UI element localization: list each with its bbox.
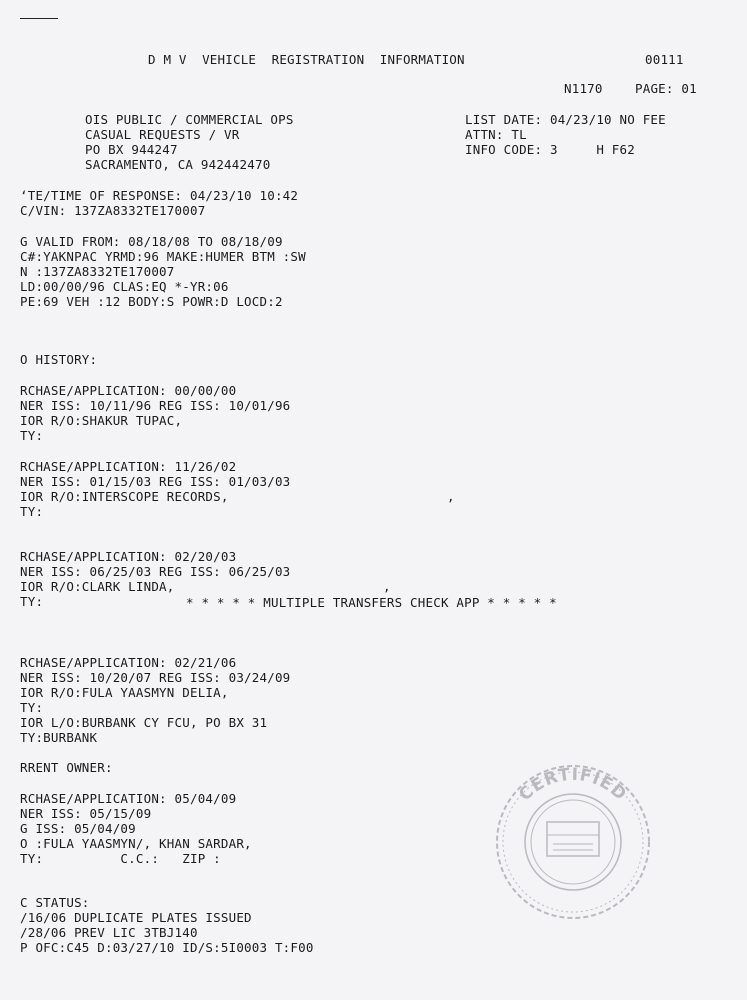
current-owner-name: O :FULA YAASMYN/, KHAN SARDAR, (20, 836, 252, 851)
status-line: P OFC:C45 D:03/27/10 ID/S:5I0003 T:F00 (20, 940, 314, 955)
history-purchase: RCHASE/APPLICATION: 00/00/00 (20, 383, 237, 398)
attn: ATTN: TL (465, 127, 527, 142)
history-city: TY: (20, 428, 44, 443)
status-line: /28/06 PREV LIC 3TBJ140 (20, 925, 198, 940)
document-title: D M V VEHICLE REGISTRATION INFORMATION (148, 52, 465, 67)
history-city: TY: (20, 700, 44, 715)
status-line: /16/06 DUPLICATE PLATES ISSUED (20, 910, 252, 925)
history-prior: IOR R/O:INTERSCOPE RECORDS, (20, 489, 229, 504)
history-prior: IOR R/O:CLARK LINDA, (20, 579, 175, 594)
history-city: TY: (20, 594, 44, 609)
multiple-transfers-notice: * * * * * MULTIPLE TRANSFERS CHECK APP * * * * * (186, 595, 557, 610)
document-number: 00111 (645, 52, 684, 67)
history-owner: NER ISS: 01/15/03 REG ISS: 01/03/03 (20, 474, 291, 489)
history-prior: IOR R/O:SHAKUR TUPAC, (20, 413, 183, 428)
info-code: INFO CODE: 3 H F62 (465, 142, 635, 157)
history-purchase: RCHASE/APPLICATION: 11/26/02 (20, 459, 237, 474)
history-owner: NER ISS: 10/11/96 REG ISS: 10/01/96 (20, 398, 291, 413)
lienholder-city: TY:BURBANK (20, 730, 98, 745)
history-city: TY: (20, 504, 44, 519)
n-code: N1170 (564, 81, 603, 96)
history-heading: O HISTORY: (20, 352, 98, 367)
history-owner: NER ISS: 10/20/07 REG ISS: 03/24/09 (20, 670, 291, 685)
svg-text:CERTIFIED (515, 765, 630, 805)
address-line-1: OIS PUBLIC / COMMERCIAL OPS (85, 112, 294, 127)
history-comma: , (447, 489, 455, 504)
page-number: PAGE: 01 (635, 81, 697, 96)
sold-info: LD:00/00/96 CLAS:EQ *-YR:06 (20, 279, 229, 294)
current-reg-iss: G ISS: 05/04/09 (20, 821, 136, 836)
history-purchase: RCHASE/APPLICATION: 02/21/06 (20, 655, 237, 670)
lienholder: IOR L/O:BURBANK CY FCU, PO BX 31 (20, 715, 268, 730)
status-heading: C STATUS: (20, 895, 90, 910)
stamp-text: CERTIFIED (515, 764, 631, 806)
current-owner-iss: NER ISS: 05/15/09 (20, 806, 152, 821)
reg-valid: G VALID FROM: 08/18/08 TO 08/18/09 (20, 234, 283, 249)
plate-info: C#:YAKNPAC YRMD:96 MAKE:HUMER BTM :SW (20, 249, 306, 264)
corner-mark (20, 18, 58, 19)
current-owner-heading: RRENT OWNER: (20, 760, 113, 775)
address-line-4: SACRAMENTO, CA 942442470 (85, 157, 271, 172)
type-info: PE:69 VEH :12 BODY:S POWR:D LOCD:2 (20, 294, 283, 309)
history-owner: NER ISS: 06/25/03 REG ISS: 06/25/03 (20, 564, 291, 579)
history-prior: IOR R/O:FULA YAASMYN DELIA, (20, 685, 229, 700)
current-purchase: RCHASE/APPLICATION: 05/04/09 (20, 791, 237, 806)
response-datetime: ‘TE/TIME OF RESPONSE: 04/23/10 10:42 (20, 188, 299, 203)
history-comma: , (383, 579, 391, 594)
address-line-2: CASUAL REQUESTS / VR (85, 127, 240, 142)
vehicle-vin: N :137ZA8332TE170007 (20, 264, 175, 279)
certified-seal-stamp (483, 760, 663, 920)
current-city: TY: C.C.: ZIP : (20, 851, 221, 866)
response-vin: C/VIN: 137ZA8332TE170007 (20, 203, 206, 218)
history-purchase: RCHASE/APPLICATION: 02/20/03 (20, 549, 237, 564)
list-date: LIST DATE: 04/23/10 NO FEE (465, 112, 666, 127)
address-line-3: PO BX 944247 (85, 142, 178, 157)
